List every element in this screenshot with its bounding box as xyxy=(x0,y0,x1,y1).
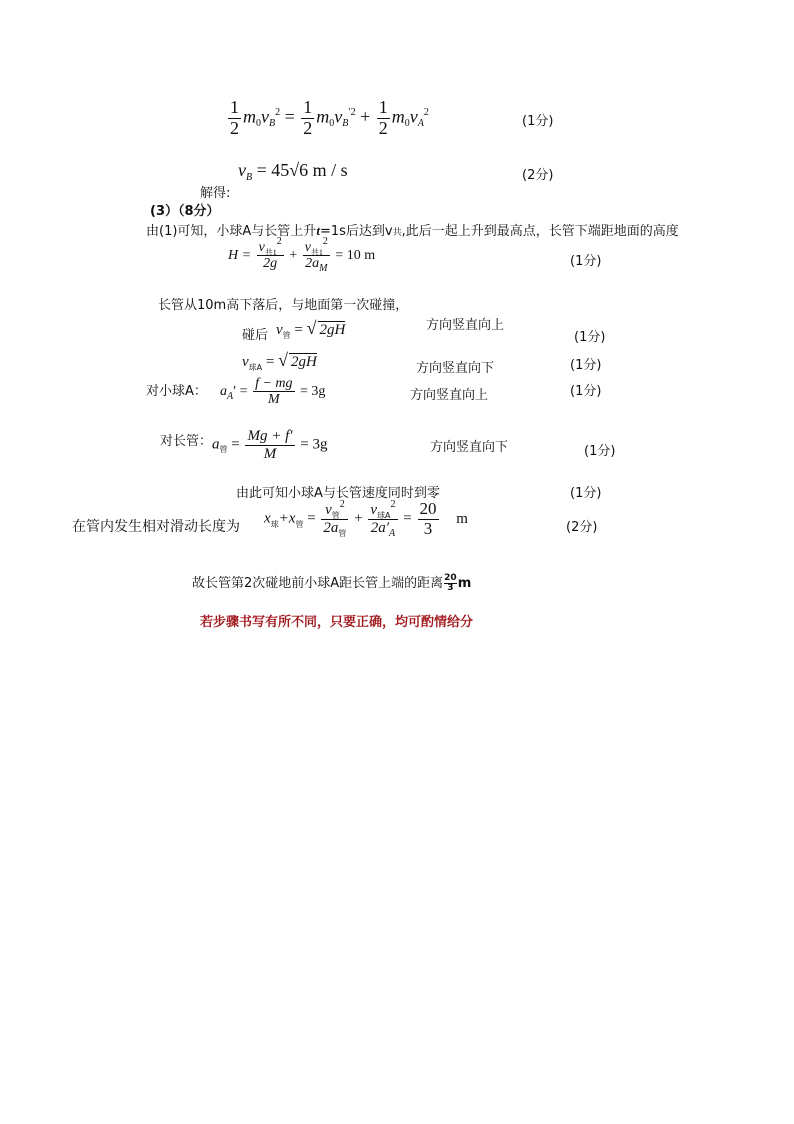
accel-sub: M xyxy=(319,263,328,275)
vb-result-equation xyxy=(238,160,348,181)
ball-velocity-equation xyxy=(242,350,317,371)
square: ′2 xyxy=(348,107,356,119)
square: 2 xyxy=(423,107,429,119)
velocity-symbol: v xyxy=(238,160,246,180)
direction-text: 方向竖直向上 xyxy=(410,388,489,403)
score-mark: (1分) xyxy=(522,114,554,129)
time-symbol: t xyxy=(316,223,320,238)
frac-den: 2a′ xyxy=(370,519,390,536)
final-text: 故长管第2次碰地前小球A距长管上端的距离 xyxy=(192,576,444,591)
common-sub: 共 xyxy=(392,228,402,238)
score-mark: (1分) xyxy=(570,254,602,269)
velocity-symbol: v xyxy=(242,354,249,370)
displacement-symbol: +x xyxy=(278,510,296,527)
velocity-sub: 管 xyxy=(331,511,340,521)
velocity-symbol: v xyxy=(304,240,311,255)
velocity-sub: 球A xyxy=(377,511,391,521)
frac-num: 1 xyxy=(303,97,313,117)
mass-symbol: m xyxy=(391,106,405,127)
frac-den: 2 xyxy=(230,117,239,138)
accel-sub: 管 xyxy=(219,445,228,455)
after-collision-label: 碰后 xyxy=(242,328,269,343)
equals: = xyxy=(307,510,316,527)
intro-line xyxy=(146,220,679,239)
fall-line: 长管从10m高下落后，与地面第一次碰撞， xyxy=(158,298,409,313)
frac-num: 20 xyxy=(419,499,437,518)
mass-sub: 0 xyxy=(404,118,410,130)
velocity-sub: 共1 xyxy=(310,248,323,257)
frac-den: 2a xyxy=(305,256,320,272)
accel-symbol: a xyxy=(220,384,227,400)
solution-label: 解得: xyxy=(200,186,231,201)
equals: = xyxy=(265,354,279,370)
accel-sub: A xyxy=(389,527,396,539)
velocity-symbol: v xyxy=(258,240,265,255)
displacement-sub: 管 xyxy=(295,519,304,529)
velocity-symbol: v xyxy=(334,106,343,127)
score-mark: (2分) xyxy=(566,520,598,535)
unit: m xyxy=(457,576,472,591)
score-mark: (2分) xyxy=(522,168,554,183)
frac-den: 3 xyxy=(447,583,454,593)
velocity-sub: 共1 xyxy=(264,248,277,257)
frac-den: M xyxy=(267,392,280,408)
relative-length-equation xyxy=(264,500,468,538)
grading-note: 若步骤书写有所不同，只要正确，均可酌情给分 xyxy=(200,615,474,630)
mass-symbol: m xyxy=(316,106,330,127)
score-mark: (1分) xyxy=(584,444,616,459)
velocity-symbol: v xyxy=(276,322,283,338)
frac-den: 2a xyxy=(323,519,339,536)
plus: + xyxy=(354,510,363,527)
accel-value: = 3g xyxy=(300,384,326,400)
accel-value: = 3g xyxy=(300,436,328,453)
height-symbol: H = xyxy=(228,248,252,264)
sqrt-icon: √ xyxy=(306,318,317,338)
mass-symbol: m xyxy=(243,106,256,127)
part-3-heading: (3）（8分） xyxy=(150,204,220,219)
accel-sub: 管 xyxy=(338,528,347,538)
frac-num: Mg + f′ xyxy=(247,428,293,444)
frac-den: 3 xyxy=(423,518,433,538)
mass-sub: 0 xyxy=(329,118,335,130)
velocity-symbol: v xyxy=(370,502,378,519)
velocity-sub: B xyxy=(269,118,276,130)
velocity-symbol: v xyxy=(409,106,418,127)
height-value: = 10 m xyxy=(335,248,376,264)
conclusion-line: 由此可知小球A与长管速度同时到零 xyxy=(236,486,440,501)
equals: = xyxy=(294,322,307,338)
frac-num: f − mg xyxy=(255,376,293,391)
score-mark: (1分) xyxy=(574,330,606,345)
final-answer-line xyxy=(192,572,471,593)
mass-sub: 0 xyxy=(256,118,261,130)
direction-text: 方向竖直向下 xyxy=(416,361,495,376)
velocity-sub: A xyxy=(417,118,424,130)
velocity-symbol: v xyxy=(261,106,269,127)
equals: = xyxy=(403,510,412,527)
ball-accel-equation xyxy=(220,376,325,408)
velocity-sub: B xyxy=(342,118,349,130)
velocity-sub: 球A xyxy=(248,363,263,372)
equals: = xyxy=(231,436,240,453)
frac-num: 1 xyxy=(230,97,239,117)
vb-value: = 45√6 m / s xyxy=(256,160,348,180)
intro-text: ,此后一起上升到最高点，长管下端距地面的高度 xyxy=(401,224,679,239)
direction-text: 方向竖直向下 xyxy=(430,440,509,455)
for-tube-label: 对长管： xyxy=(160,434,213,449)
velocity-sub: B xyxy=(246,172,253,183)
square: 2 xyxy=(390,499,396,511)
tube-accel-equation xyxy=(212,428,328,462)
root-content: 2gH xyxy=(291,354,317,370)
momentum-energy-equation: $\frac{1}{2}$ $m_0v_B^2$ = $\frac{1}{2}$ $m_0v_B^{'2}$ + $\frac{1}{2}$ $m_0v_A^2$ xyxy=(230,97,429,138)
height-equation: H = $\frac{v_{共1}^2}{2g}$ + $\frac{v_{共1}^2}{2a_M}$ = 10 m xyxy=(228,236,376,275)
relative-length-label: 在管内发生相对滑动长度为 xyxy=(72,519,240,535)
velocity-sub: 管 xyxy=(282,331,291,340)
for-ball-label: 对小球A： xyxy=(146,384,207,399)
intro-text: =1s后达到v xyxy=(319,224,393,239)
frac-num: 1 xyxy=(378,97,388,117)
unit: m xyxy=(456,510,468,527)
displacement-symbol: x xyxy=(264,510,271,527)
square: 2 xyxy=(275,107,281,119)
velocity-symbol: v xyxy=(325,502,332,519)
frac-den: 2 xyxy=(303,117,313,138)
square: 2 xyxy=(276,236,282,247)
tube-velocity-equation xyxy=(276,318,345,339)
direction-text: 方向竖直向上 xyxy=(426,318,505,333)
frac-num: 20 xyxy=(444,573,457,583)
frac-den: 2 xyxy=(378,117,388,138)
accel-sub: A xyxy=(227,391,234,403)
square: 2 xyxy=(339,499,345,511)
displacement-sub: 球 xyxy=(270,519,279,529)
frac-den: M xyxy=(263,445,277,462)
accel-symbol: a xyxy=(212,436,220,453)
root-content: 2gH xyxy=(319,322,346,338)
equals: ′ = xyxy=(233,384,248,400)
score-mark: (1分) xyxy=(570,486,602,501)
score-mark: (1分) xyxy=(570,358,602,373)
score-mark: (1分) xyxy=(570,384,602,399)
sqrt-icon: √ xyxy=(278,350,289,370)
frac-den: 2g xyxy=(263,256,278,272)
intro-text: 由(1)可知，小球A与长管上升 xyxy=(146,224,317,239)
square: 2 xyxy=(322,236,328,247)
